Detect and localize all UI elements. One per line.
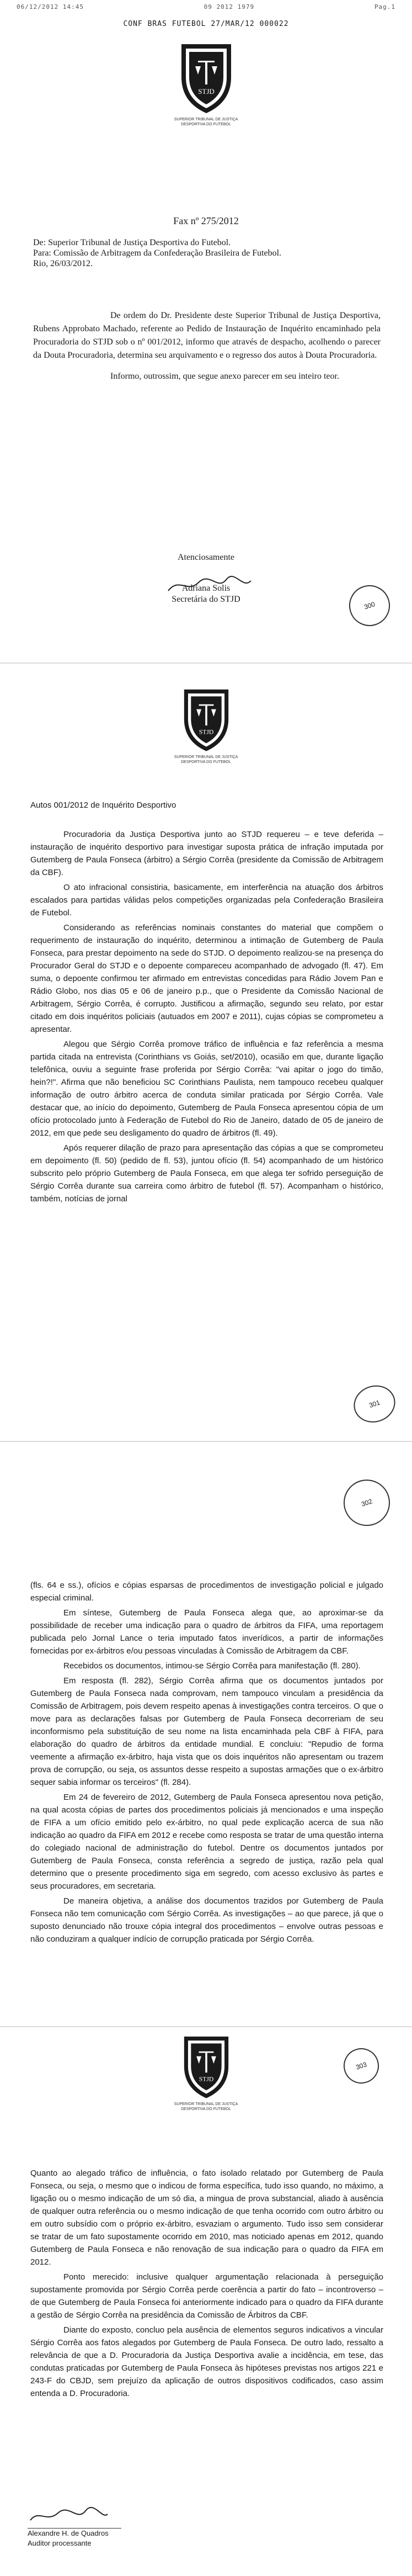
report-paragraph: Diante do exposto, concluo pela ausência de elementos seguros indicativos a vincular Sérgio Corrêa aos fatos alegados por Gutemberg de Paula Fonseca. De outro lado, ressalto a relevância de que a D. Procuradoria da Justiça Desportiva avalie a incidência, em tese, das condutas praticadas por Gutemberg de Paula Fonseca às hipóteses previstas nos artigos 221 e 243-F do CBJD, sem prejuízo da aplicação de outros dispositivos codificados, caso assim entenda a D. Procuradoria.	[30, 2325, 383, 2398]
letter-paragraph: De ordem do Dr. Presidente deste Superior Tribunal de Justiça Desportiva, Rubens Approbato Machado, referente ao Pedido de Instauração de Inquérito encaminhado pela Procuradoria do STJD sob o nº 001/2012, informo que através de despacho, acolhendo o parecer da Douta Procuradoria, determina seu arquivamento e o regresso dos autos à Douta Procuradoria.	[33, 311, 381, 360]
stjd-shield-icon	[179, 2032, 234, 2101]
report-paragraph: Considerando as referências nominais constantes do material que compõem o requerimento de instauração do inquérito, determinou a intimação de Gutemberg de Paula Fonseca, para prestar depoimento na sede do STJD. O depoimento realizou-se na presença do Procurador Geral do STJD e o depoente compareceu acompanhado de advogado (fl. 47). Em suma, o depoente confirmou ter afirmado em entrevistas concedidas para Rádio Jovem Pan e Rádio Globo, nos dias 05 e 06 de janeiro p.p., que o Presidente da Comissão Nacional de Arbitragem, Sérgio Corrêa, é corrupto. Justificou a afirmação, segundo seu relato, por estar citado em dois inquéritos policiais (autuados em 2007 e 2011), cujas cópias se comprometeu a apresentar.	[30, 923, 383, 1034]
report-paragraph: Ponto merecido: inclusive qualquer argumentação relacionada à perseguição supostamente promovida por Sérgio Corrêa perde coerência a partir do fato – incontroverso – de que Gutemberg de Paula Fonseca foi anteriormente indicado para o quadro da FIFA durante a gestão de Sérgio Corrêa na presidência da Comissão de Árbitros da CBF.	[30, 2272, 383, 2320]
auditor-role: Auditor processante	[28, 2539, 92, 2547]
fax-number: Fax nº 275/2012	[173, 215, 239, 226]
fax-page-4	[0, 2026, 412, 2576]
report-paragraph: De maneira objetiva, a análise dos documentos trazidos por Gutemberg de Paula Fonseca não tem comunicação com Sérgio Corrêa. As investigações – ao que parece, já que o suposto denunciado não trouxe cópia integral dos procedimentos – envolve outras pessoas e não conduziram a qualquer indício de corrupção praticada por Sérgio Corrêa.	[30, 1896, 383, 1944]
svg-text:STJD: STJD	[199, 728, 213, 736]
letter-body	[33, 309, 381, 391]
address-to: Para: Comissão de Arbitragem da Confederação Brasileira de Futebol.	[33, 248, 282, 258]
signer-role: Secretária do STJD	[172, 595, 240, 604]
stjd-shield-icon	[179, 685, 234, 754]
report-paragraph: Em 24 de fevereiro de 2012, Gutemberg de Paula Fonseca apresentou nova petição, na qual acosta cópias de partes dos procedimentos policiais já mencionados e uma inspeção de FIFA a um ofício emitido pelo ex-árbitro, no qual pede explicação acerca de sua não indicação ao quadro da FIFA em 2012 e recebe como resposta se tratar de uma questão interna do colegiado nacional de administração do futebol. Dentre os documentos juntados por Gutemberg de Paula Fonseca, consta referência a segredo de justiça, razão pela qual determino que o presente procedimento siga em segredo, com acesso exclusivo às partes e seus procuradores, em secretaria.	[30, 1793, 383, 1891]
fax-page-3	[0, 1441, 412, 2026]
fax-header-left: 06/12/2012 14:45	[17, 3, 84, 10]
report-paragraph: Em resposta (fl. 282), Sérgio Corrêa afirma que os documentos juntados por Gutemberg de Paula Fonseca nada comprovam, nem tampouco vinculam a presidência da Comissão de Arbitragem, pois devem respeito apenas à investigações contra terceiros. O que o move para as declarações falsas por Gutemberg de Paula Fonseca decorreriam de seu inconformismo pela substituição de seu nome na lista encaminhada pela CBF à FIFA, para elaboração do quadro de árbitros da entidade mundial. E concluiu: "Repudio de forma veemente a afirmação ex-árbitro, haja vista que os dois inquéritos não apresentam ou trazem prova de corrupção, ou seja, os assuntos desse respeito a supostas armações que o ex-árbitro sequer sabia informar os terceiros" (fl. 284).	[30, 1676, 383, 1787]
svg-text:STJD: STJD	[199, 2075, 213, 2083]
report-paragraph: Após requerer dilação de prazo para apresentação das cópias a que se comprometeu em depoimento (fl. 50) (pedido de fl. 53), juntou ofício (fl. 54) acompanhado de um histórico subscrito pelo próprio Gutemberg de Paula Fonseca, em que alega ter sofrido perseguição de Sérgio Corrêa durante sua carreira como árbitro de futebol (fl. 57). Acompanham o histórico, também, notícias de jornal	[30, 1143, 383, 1204]
svg-text:STJD: STJD	[197, 87, 215, 96]
fax-page-1	[0, 0, 412, 662]
stjd-shield-icon	[176, 39, 237, 116]
address-block	[33, 237, 364, 269]
auditor-name: Alexandre H. de Quadros	[28, 2529, 109, 2537]
report-paragraph: Recebidos os documentos, intimou-se Sérgio Corrêa para manifestação (fl. 280).	[63, 1661, 361, 1671]
report-paragraph: O ato infracional consistiria, basicamente, em interferência na atuação dos árbitros escalados para partidas válidas pelos competições organizadas pela Confederação Brasileira de Futebol.	[30, 883, 383, 918]
handwritten-signature-icon	[165, 574, 254, 596]
logo-caption: SUPERIOR TRIBUNAL DE JUSTIÇA DESPORTIVA DO FUTEBOL	[174, 755, 238, 764]
report-body	[30, 2167, 383, 2402]
page-number-stamp: 303	[339, 2044, 384, 2089]
stjd-logo	[0, 39, 412, 127]
signer-name: Adriana Solis	[181, 584, 231, 593]
fax-header-mid: 09 2012 1979	[204, 3, 255, 10]
report-paragraph: (fls. 64 e ss.), ofícios e cópias esparsas de procedimentos de investigação policial e julgado especial criminal.	[30, 1581, 383, 1603]
page-number-stamp: 301	[349, 1380, 400, 1428]
report-paragraph: Alegou que Sérgio Corrêa promove tráfico de influência e faz referência a mesma partida citada na entrevista (Corinthians vs Goiás, set/2010), ocasião em que, durante ligação telefônica, ouviu a seguinte frase proferida por Sérgio Corrêa: "vai apitar o jogo do timão, hein?!". Afirma que não beneficiou SC Corinthians Paulista, nem tampouco recebeu qualquer informação de outro árbitro acerca de conduta similar praticada por Sérgio Corrêa. Vale destacar que, ao início do depoimento, Gutemberg de Paula Fonseca apresentou cópia de um ofício protocolado junto à Federação de Futebol do Rio de Janeiro, datado de 05 de janeiro de 2012, em que pede seu desligamento do quadro de árbitros (fl. 49).	[30, 1040, 383, 1138]
stjd-logo	[0, 685, 412, 765]
address-date: Rio, 26/03/2012.	[33, 259, 93, 268]
conf-line: CONF BRAS FUTEBOL 27/MAR/12 000022	[123, 20, 289, 28]
closing-block: Atenciosamente Adriana Solis Secretária do STJD	[0, 552, 412, 605]
auditor-signature-block	[28, 2506, 121, 2548]
fax-header-right: Pag.1	[374, 3, 395, 10]
report-body	[30, 828, 383, 1207]
logo-caption: SUPERIOR TRIBUNAL DE JUSTIÇA DESPORTIVA DO FUTEBOL	[174, 118, 238, 126]
logo-caption: SUPERIOR TRIBUNAL DE JUSTIÇA DESPORTIVA DO FUTEBOL	[174, 2102, 238, 2111]
letter-paragraph: Informo, outrossim, que segue anexo parecer em seu inteiro teor.	[110, 372, 339, 381]
document-title: Autos 001/2012 de Inquérito Desportivo	[30, 801, 176, 810]
report-body	[30, 1579, 383, 1948]
address-from: De: Superior Tribunal de Justiça Desportiva do Futebol.	[33, 238, 231, 247]
page-number-stamp: 300	[344, 580, 395, 631]
fax-transmission-header	[17, 3, 395, 10]
page-number-stamp: 302	[338, 1473, 396, 1532]
report-paragraph: Procuradoria da Justiça Desportiva junto ao STJD requereu – e teve deferida – instauração de inquérito desportivo para investigar suposta prática de infração imputada por Gutemberg de Paula Fonseca (árbitro) a Sérgio Corrêa (presidente da Comissão de Arbitragem da CBF).	[30, 830, 383, 877]
report-paragraph: Em síntese, Gutemberg de Paula Fonseca alega que, ao aproximar-se da possibilidade de receber uma indicação para o quadro de árbitros da FIFA, uma reportagem publicada pelo Jornal Lance o teria imputado fatos inverídicos, a partir de informações fornecidas por ex-árbitros e/ou pessoas vinculadas à Comissão de Arbitragem da CBF.	[30, 1608, 383, 1656]
report-paragraph: Quanto ao alegado tráfico de influência, o fato isolado relatado por Gutemberg de Paula Fonseca, ou seja, o mesmo que o indicou de forma específica, tudo isso quando, no máximo, a ligação ou o mesmo indicação de um só dia, a mingua de prova substancial, aliado à ausência de qualquer outra referência ou o mesmo indicação de que tenha ocorrido com outro árbitro ou em outro subsídio com o próprio ex-árbitro, esvaziam o argumento. Tudo isso sem considerar se tratar de um fato supostamente ocorrido em 2010, mas noticiado apenas em 2012, quando Gutemberg de Paula Fonseca e não renovação de sua indicação para o quadro da FIFA em 2012.	[30, 2169, 383, 2267]
handwritten-signature-icon	[28, 2506, 110, 2525]
fax-page-2	[0, 662, 412, 1441]
